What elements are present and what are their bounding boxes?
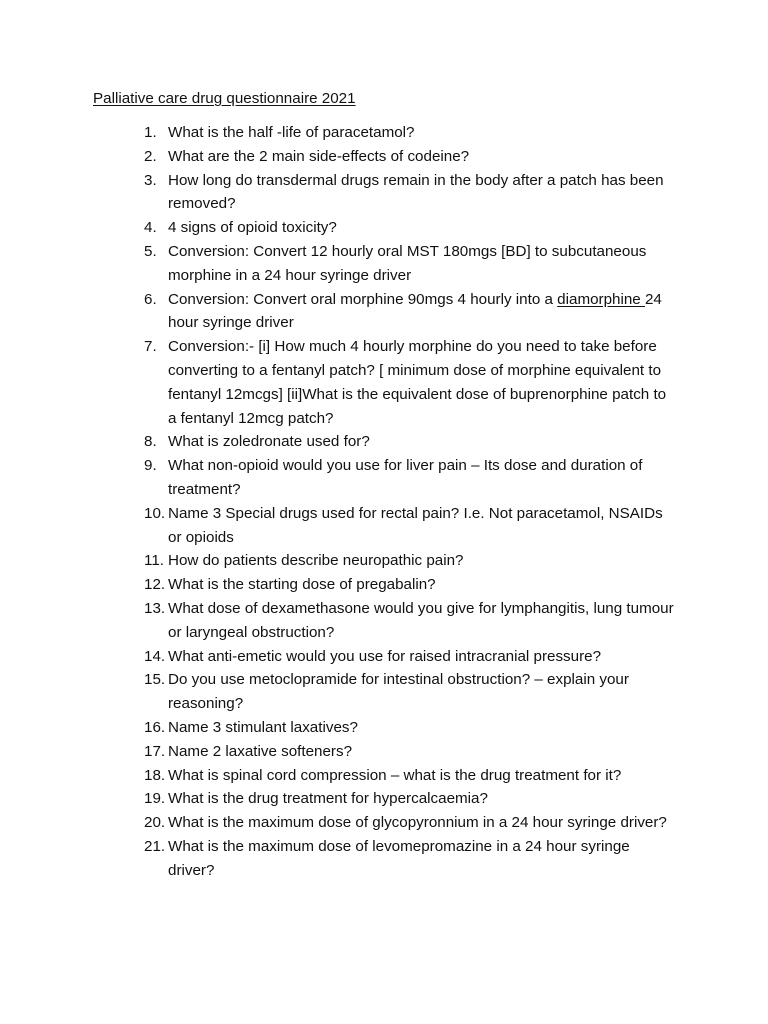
question-text: [168, 121, 678, 145]
question-number: 11.: [144, 552, 164, 570]
question-text: [168, 645, 678, 669]
question-item: [0, 835, 768, 883]
question-item: [0, 335, 768, 430]
question-item: [0, 740, 768, 764]
question-text: [168, 145, 678, 169]
question-text-part: What is the starting dose of pregabalin?: [168, 576, 436, 594]
question-text-part: 24 hour syringe driver: [168, 290, 662, 332]
question-number: 16.: [144, 718, 166, 736]
question-text: [168, 668, 678, 716]
question-item: [0, 145, 768, 169]
question-text-part: What anti-emetic would you use for raised intracranial pressure?: [168, 647, 602, 665]
question-list: [0, 121, 768, 883]
question-text: [168, 502, 678, 550]
question-text: [168, 573, 678, 597]
question-text: [168, 764, 678, 788]
question-number: 8.: [144, 433, 157, 451]
question-item: [0, 454, 768, 502]
question-item: [0, 430, 768, 454]
question-text: [168, 811, 678, 835]
question-text: [168, 549, 678, 573]
question-number: 12.: [144, 576, 166, 594]
question-text-part: What is the drug treatment for hypercalcaemia?: [168, 790, 488, 808]
question-text-part: Conversion:- [i] How much 4 hourly morphine do you need to take before converting to a fentanyl patch? [ minimum dose of morphine equivalent to fentanyl 12mcgs] [ii]What is the equivalent dose of buprenorphine patch to a fentanyl 12mcg patch?: [168, 338, 667, 427]
question-text-part: Conversion: Convert 12 hourly oral MST 180mgs [BD] to subcutaneous morphine in a 24 hour syringe driver: [168, 242, 647, 284]
question-text-part: What is the half -life of paracetamol?: [168, 124, 415, 141]
question-text: [168, 430, 678, 454]
question-item: [0, 216, 768, 240]
question-item: [0, 645, 768, 669]
question-text-part: What is spinal cord compression – what is the drug treatment for it?: [168, 766, 622, 784]
question-number: 19.: [144, 790, 166, 808]
question-item: [0, 668, 768, 716]
question-text-part: What are the 2 main side-effects of codeine?: [168, 147, 470, 165]
question-text-part: 4 signs of opioid toxicity?: [168, 219, 337, 237]
question-number: 9.: [144, 457, 157, 475]
question-number: 7.: [144, 338, 157, 356]
question-text: [168, 740, 678, 764]
question-text: [168, 835, 678, 883]
question-number: 1.: [144, 124, 157, 141]
question-number: 18.: [144, 766, 166, 784]
question-text: [168, 454, 678, 502]
question-item: [0, 169, 768, 217]
question-item: [0, 502, 768, 550]
question-text-part: What non-opioid would you use for liver pain – Its dose and duration of treatment?: [168, 457, 643, 498]
question-text: [168, 597, 678, 645]
question-text-part: What dose of dexamethasone would you give for lymphangitis, lung tumour or laryngeal obstruction?: [168, 599, 674, 641]
question-item: [0, 787, 768, 811]
question-text: [168, 787, 678, 811]
question-number: 2.: [144, 147, 157, 165]
question-item: [0, 764, 768, 788]
question-text-part: What is zoledronate used for?: [168, 433, 370, 451]
question-item: [0, 549, 768, 573]
question-item: [0, 121, 768, 145]
question-text: [168, 240, 678, 288]
question-text: [168, 335, 678, 430]
question-number: 5.: [144, 242, 157, 260]
question-text-part: How do patients describe neuropathic pain?: [168, 552, 464, 570]
question-text: [168, 216, 678, 240]
question-underlined-term: diamorphine: [557, 290, 645, 308]
question-number: 21.: [144, 837, 166, 855]
question-number: 10.: [144, 504, 166, 522]
question-text-part: Do you use metoclopramide for intestinal obstruction? – explain your reasoning?: [168, 671, 629, 713]
question-text-part: Name 2 laxative softeners?: [168, 742, 353, 760]
question-number: 20.: [144, 814, 166, 832]
question-number: 3.: [144, 171, 157, 189]
question-text-part: How long do transdermal drugs remain in the body after a patch has been removed?: [168, 171, 664, 213]
question-number: 15.: [144, 671, 166, 689]
question-number: 14.: [144, 647, 166, 665]
question-item: [0, 811, 768, 835]
question-text-part: What is the maximum dose of levomepromazine in a 24 hour syringe driver?: [168, 837, 630, 879]
question-item: [0, 597, 768, 645]
document-title: Palliative care drug questionnaire 2021: [93, 90, 356, 107]
question-item: [0, 240, 768, 288]
question-number: 4.: [144, 219, 157, 237]
question-text-part: Name 3 stimulant laxatives?: [168, 718, 358, 736]
question-text: [168, 169, 678, 217]
question-text-part: Conversion: Convert oral morphine 90mgs 4 hourly into a: [168, 290, 558, 308]
question-number: 6.: [144, 290, 157, 308]
question-number: 17.: [144, 742, 166, 760]
question-text-part: What is the maximum dose of glycopyronnium in a 24 hour syringe driver?: [168, 814, 667, 832]
question-item: [0, 288, 768, 336]
question-text-part: Name 3 Special drugs used for rectal pain? I.e. Not paracetamol, NSAIDs or opioids: [168, 504, 663, 546]
question-number: 13.: [144, 599, 166, 617]
question-item: [0, 573, 768, 597]
question-text: [168, 288, 678, 336]
question-text: [168, 716, 678, 740]
question-item: [0, 716, 768, 740]
